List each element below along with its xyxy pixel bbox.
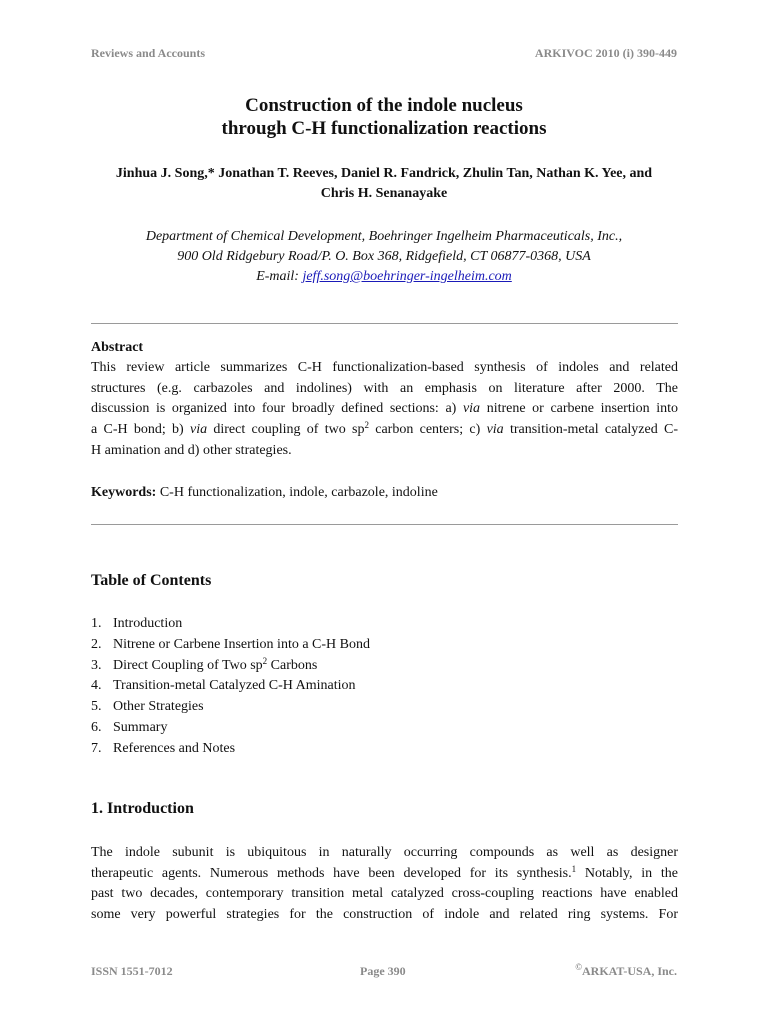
divider-top — [91, 323, 678, 324]
toc-heading: Table of Contents — [91, 572, 212, 589]
intro-line-2: therapeutic agents. Numerous methods have been developed for its synthesis.$^1$ Notably, in the — [91, 863, 678, 881]
toc-list — [91, 614, 370, 760]
intro-heading: 1. Introduction — [91, 800, 194, 817]
title-line-2: through C-H functionalization reactions — [221, 118, 547, 139]
intro-text — [91, 843, 678, 926]
abstract-line-1: This review article summarizes C-H functionalization-based synthesis of indoles and related — [91, 360, 678, 375]
title-line-1: Construction of the indole nucleus — [245, 95, 523, 116]
toc-item-references[interactable]: 7. References and Notes — [91, 740, 236, 756]
toc-item-other-strategies[interactable]: 5. Other Strategies — [91, 699, 204, 715]
keywords-text: C-H functionalization, indole, carbazole, indoline — [159, 485, 438, 500]
running-header-right: ARKIVOC 2010 (i) 390-449 — [534, 46, 677, 60]
intro-line-3: past two decades, contemporary transition metal catalyzed cross-coupling reactions have enabled — [91, 886, 678, 902]
authors-line-2: Chris H. Senanayake — [320, 186, 448, 201]
abstract-line-2: structures (e.g. carbazoles and indolines) with an emphasis on literature after 2000. The — [91, 380, 678, 396]
affiliation-email-line — [0, 267, 768, 287]
toc-item-amination[interactable]: 4. Transition-metal Catalyzed C-H Amination — [91, 678, 356, 694]
keywords — [91, 485, 438, 501]
intro-line-4: some very powerful strategies for the construction of indole and related ring systems. For — [91, 907, 678, 923]
abstract-line-3: discussion is organized into four broadly defined sections: a) via nitrene or carbene insertion into — [91, 401, 678, 417]
toc-item-direct-coupling[interactable]: 3. Direct Coupling of Two $sp^2$ Carbons — [91, 655, 318, 673]
footer-issn: ISSN 1551-7012 — [91, 964, 173, 978]
abstract-line-4: a C-H bond; b) via direct coupling of two $sp^2$ carbon centers; c) via transition-metal catalyzed C- — [91, 420, 679, 438]
footer-page-number: Page 390 — [360, 964, 406, 978]
authors-line-1: Jinhua J. Song,* Jonathan T. Reeves, Daniel R. Fandrick, Zhulin Tan, Nathan K. Yee, and — [115, 166, 653, 181]
running-header-left: Reviews and Accounts — [91, 46, 206, 60]
abstract-text — [91, 358, 678, 462]
affiliation-line-2: 900 Old Ridgebury Road/P. O. Box 368, Ridgefield, CT 06877-0368, USA — [177, 249, 591, 264]
email-label: E-mail: — [256, 269, 299, 284]
email-link[interactable]: jeff.song@boehringer-ingelheim.com — [302, 269, 512, 284]
toc-item-introduction[interactable]: 1. Introduction — [91, 616, 183, 631]
intro-line-1: The indole subunit is ubiquitous in naturally occurring compounds as well as designer — [91, 845, 678, 860]
copyright-symbol: © — [575, 962, 582, 972]
paper-title — [0, 94, 768, 140]
divider-bottom — [91, 524, 678, 525]
affiliation-line-1: Department of Chemical Development, Boehringer Ingelheim Pharmaceuticals, Inc., — [145, 229, 623, 244]
authors — [0, 164, 768, 204]
toc-item-summary[interactable]: 6. Summary — [91, 719, 168, 735]
footer-copyright: ©ARKAT-USA, Inc. — [575, 962, 677, 978]
keywords-label: Keywords: — [91, 485, 157, 500]
abstract-line-5: H amination and d) other strategies. — [91, 442, 292, 458]
affiliation — [0, 227, 768, 287]
abstract-heading: Abstract — [91, 340, 144, 355]
toc-item-nitrene-carbene[interactable]: 2. Nitrene or Carbene Insertion into a C-H Bond — [91, 636, 370, 652]
